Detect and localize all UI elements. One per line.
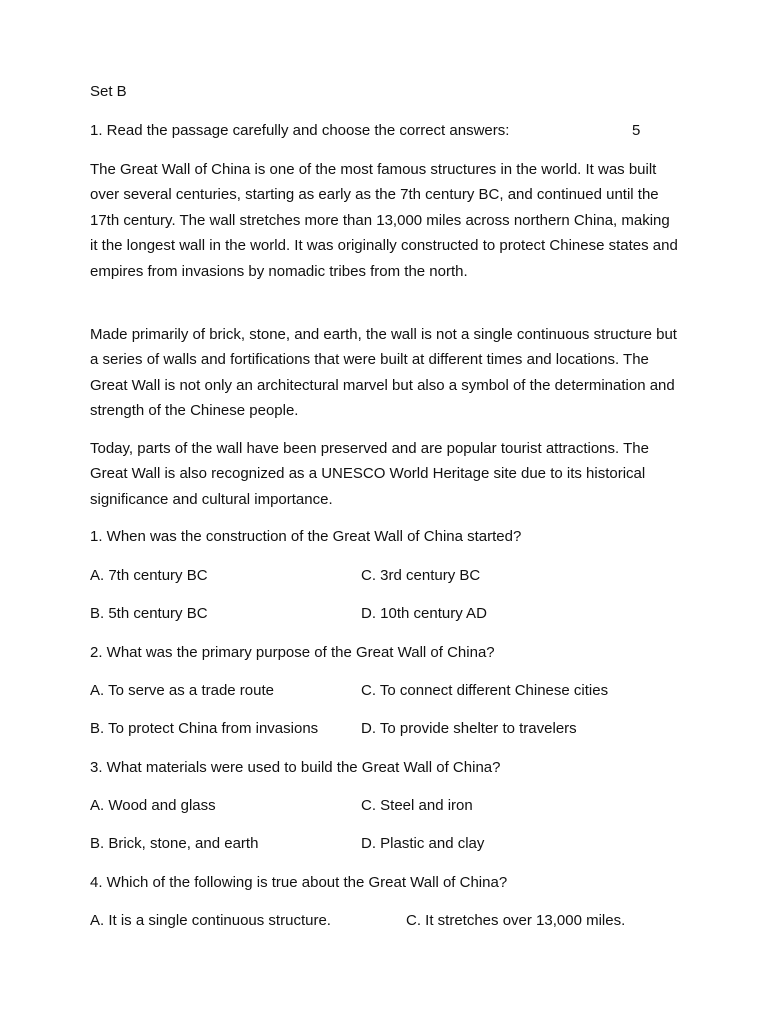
q3-option-a: A. Wood and glass [90,797,216,814]
q2-option-b: B. To protect China from invasions [90,720,319,737]
passage-paragraph-2: Made primarily of brick, stone, and earth, the wall is not a single continuous structure but a series of walls and fortifications that were built at different times and locations. The Great Wall is not only an architectural marvel but also a symbol of the determination and strength of the Chinese people. [90,326,677,420]
q4-option-c: C. It stretches over 13,000 miles. [406,912,626,929]
instruction-marks: 5 [632,122,641,139]
question-3: 3. What materials were used to build the Great Wall of China? [90,759,501,776]
q2-option-d: D. To provide shelter to travelers [361,720,577,737]
q1-option-c: C. 3rd century BC [361,567,481,584]
passage-paragraph-3: Today, parts of the wall have been preserved and are popular tourist attractions. The Great Wall is also recognized as a UNESCO World Heritage site due to its historical significance and cultural importance. [90,440,649,508]
passage-paragraph-1: The Great Wall of China is one of the most famous structures in the world. It was built over several centuries, starting as early as the 7th century BC, and continued until the 17th century. The wall stretches more than 13,000 miles across northern China, making it the longest wall in the world. It was originally constructed to protect Chinese states and empires from invasions by nomadic tribes from the north. [90,161,678,280]
question-1: 1. When was the construction of the Great Wall of China started? [90,528,522,545]
question-2: 2. What was the primary purpose of the Great Wall of China? [90,644,495,661]
q3-option-d: D. Plastic and clay [361,835,485,852]
q1-option-a: A. 7th century BC [90,567,208,584]
q3-option-b: B. Brick, stone, and earth [90,835,259,852]
instruction-text: 1. Read the passage carefully and choose the correct answers: [90,122,510,139]
question-4: 4. Which of the following is true about the Great Wall of China? [90,874,508,891]
q1-option-d: D. 10th century AD [361,605,487,622]
set-label: Set B [90,83,127,100]
q2-option-c: C. To connect different Chinese cities [361,682,609,699]
q3-option-c: C. Steel and iron [361,797,473,814]
q2-option-a: A. To serve as a trade route [90,682,274,699]
q4-option-a: A. It is a single continuous structure. [90,912,331,929]
q1-option-b: B. 5th century BC [90,605,208,622]
